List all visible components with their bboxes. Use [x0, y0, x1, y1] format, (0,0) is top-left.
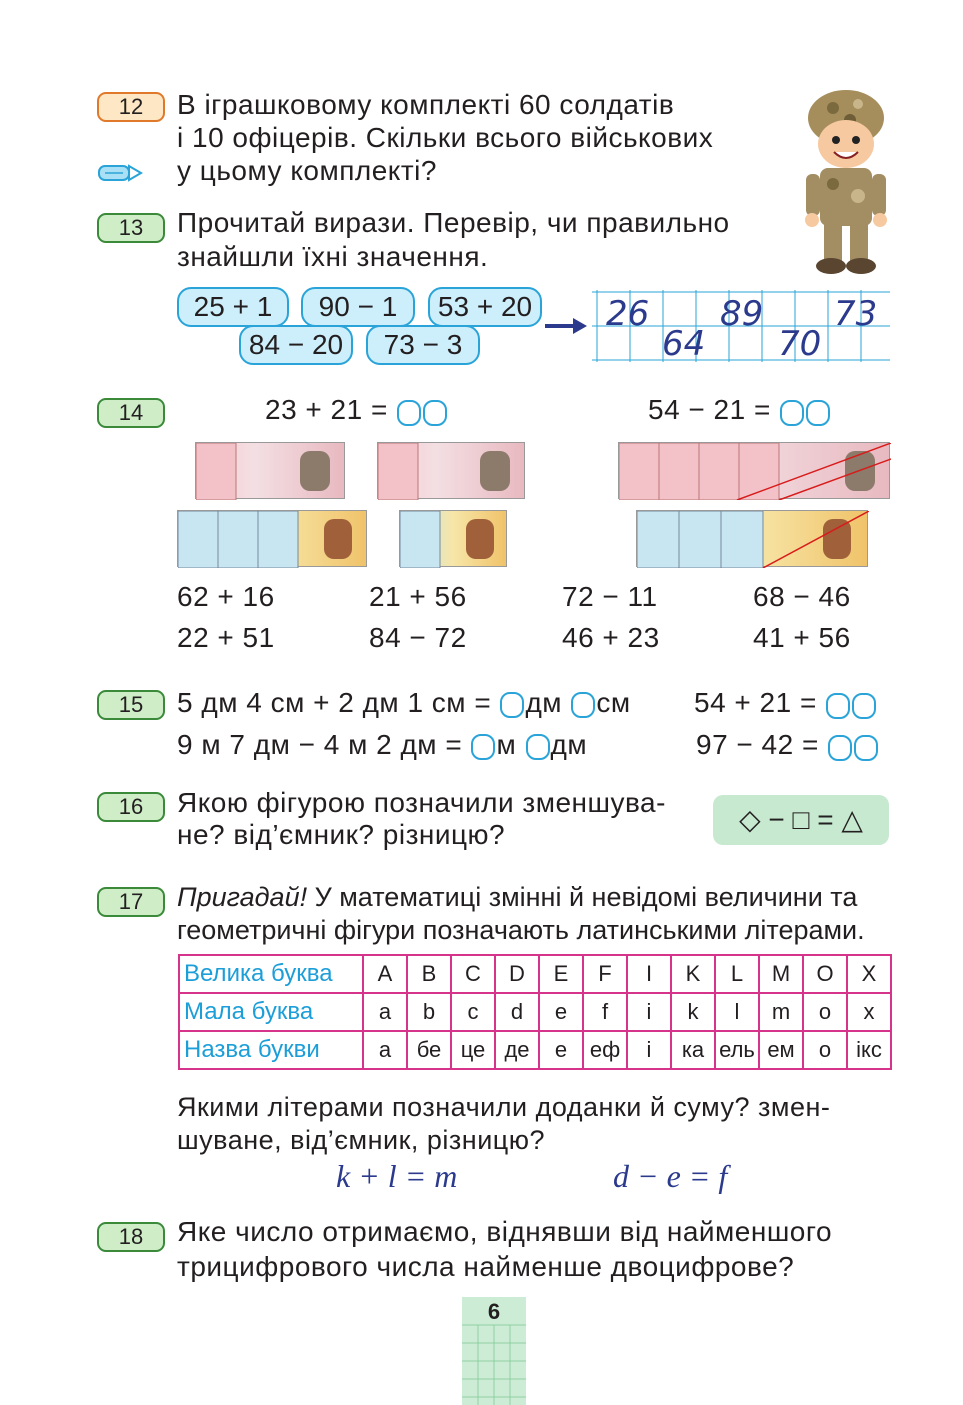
- equation-right: [648, 393, 831, 429]
- table-cell: f: [583, 993, 627, 1031]
- table-cell: де: [495, 1031, 539, 1069]
- banknote-10-hryvnia-group: [377, 442, 525, 499]
- table-row: [179, 955, 891, 993]
- table-cell: c: [451, 993, 495, 1031]
- task-18-line-1: Яке число отримаємо, віднявши від найменшого: [177, 1216, 833, 1247]
- answer-boxes[interactable]: [779, 395, 831, 429]
- expression-pill: 90 − 1: [301, 287, 415, 327]
- task-17-line-2: геометричні фігури позначають латинськими літерами.: [177, 915, 865, 945]
- expression: 72 − 11: [562, 581, 658, 612]
- table-cell: бе: [407, 1031, 451, 1069]
- expression: 21 + 56: [369, 581, 467, 612]
- table-cell: X: [847, 955, 891, 993]
- table-cell: ка: [671, 1031, 715, 1069]
- answer-box[interactable]: [571, 692, 595, 718]
- task-17-line-1: [177, 880, 857, 914]
- task-13-line-2: знайшли їхні значення.: [177, 241, 489, 272]
- equation-text: 97 − 42 =: [696, 729, 819, 760]
- table-cell: I: [627, 955, 671, 993]
- task-18-line-2: трицифрового числа найменше двоцифрове?: [177, 1251, 795, 1282]
- unit-label: дм: [525, 687, 563, 718]
- table-cell: d: [495, 993, 539, 1031]
- task-16-line-2: не? від’ємник? різницю?: [177, 819, 506, 850]
- table-cell: m: [759, 993, 803, 1031]
- table-cell: D: [495, 955, 539, 993]
- table-cell: L: [715, 955, 759, 993]
- banknote-1-hryvnia-group: [177, 510, 367, 567]
- task-12-line-2: і 10 офіцерів. Скільки всього військових: [177, 122, 714, 153]
- table-cell: B: [407, 955, 451, 993]
- table-cell: а: [363, 1031, 407, 1069]
- handwritten-answer: 70: [778, 324, 822, 364]
- task-number-18: 18: [97, 1222, 165, 1252]
- task-number-12: 12: [97, 92, 165, 122]
- banknote-10-hryvnia-group: [195, 442, 345, 499]
- task-15-eq-2: [696, 728, 879, 764]
- table-cell: це: [451, 1031, 495, 1069]
- measure-expression: 9 м 7 дм − 4 м 2 дм =: [177, 729, 463, 760]
- pencil-icon: [97, 162, 143, 184]
- table-cell: F: [583, 955, 627, 993]
- expression-pill: 73 − 3: [366, 325, 480, 365]
- row-label: Велика буква: [179, 955, 363, 993]
- equation-left-text: 23 + 21 =: [265, 394, 388, 425]
- table-cell: еф: [583, 1031, 627, 1069]
- unit-label: м: [496, 729, 517, 760]
- table-cell: ель: [715, 1031, 759, 1069]
- answer-boxes[interactable]: [825, 688, 877, 722]
- table-cell: o: [803, 993, 847, 1031]
- page-number: 6: [487, 1299, 501, 1324]
- unit-label: дм: [550, 729, 588, 760]
- formula-difference: d − e = f: [613, 1158, 728, 1194]
- task-number-15: 15: [97, 690, 165, 720]
- table-cell: о: [803, 1031, 847, 1069]
- task-17-question-2: шуване, від’ємник, різницю?: [177, 1125, 546, 1155]
- remember-label: Пригадай!: [177, 882, 308, 912]
- arrow-right-icon: [545, 315, 587, 337]
- task-15-row-2: [177, 728, 587, 762]
- soldier-illustration: [798, 86, 894, 276]
- task-16-line-1: Якою фігурою позначили зменшува-: [177, 787, 666, 818]
- table-cell: l: [715, 993, 759, 1031]
- row-label: Мала буква: [179, 993, 363, 1031]
- expression: 41 + 56: [753, 622, 851, 653]
- table-cell: x: [847, 993, 891, 1031]
- answer-boxes[interactable]: [396, 395, 448, 429]
- table-cell: M: [759, 955, 803, 993]
- unit-label: см: [596, 687, 631, 718]
- table-cell: ем: [759, 1031, 803, 1069]
- table-cell: A: [363, 955, 407, 993]
- handwritten-answer: 89: [720, 294, 764, 334]
- banknote-1-hryvnia-group-crossed: [636, 510, 868, 567]
- table-cell: O: [803, 955, 847, 993]
- expression: 46 + 23: [562, 622, 660, 653]
- table-cell: b: [407, 993, 451, 1031]
- banknote-10-hryvnia-group-crossed: [618, 442, 890, 499]
- expression: 68 − 46: [753, 581, 851, 612]
- task-12-line-3: у цьому комплекті?: [177, 155, 437, 186]
- handwritten-answer: 26: [606, 294, 650, 334]
- table-cell: K: [671, 955, 715, 993]
- answer-box[interactable]: [526, 734, 550, 760]
- table-cell: E: [539, 955, 583, 993]
- expression: 62 + 16: [177, 581, 275, 612]
- table-cell: ікс: [847, 1031, 891, 1069]
- task-17-text: У математиці змінні й невідомі величини та: [307, 882, 858, 912]
- table-cell: k: [671, 993, 715, 1031]
- latin-letters-table: [178, 954, 892, 1070]
- task-17-question-1: Якими літерами позначили доданки й суму? змен-: [177, 1092, 831, 1122]
- table-cell: i: [627, 993, 671, 1031]
- table-row: [179, 993, 891, 1031]
- page-number-tab: [462, 1297, 526, 1405]
- task-12-line-1: В іграшковому комплекті 60 солдатів: [177, 89, 675, 120]
- equation-text: 54 + 21 =: [694, 687, 817, 718]
- answer-boxes[interactable]: [827, 730, 879, 764]
- banknote-1-hryvnia-group: [399, 510, 507, 567]
- answer-box[interactable]: [500, 692, 524, 718]
- expression: 84 − 72: [369, 622, 467, 653]
- table-row: [179, 1031, 891, 1069]
- row-label: Назва букви: [179, 1031, 363, 1069]
- handwritten-answer: 73: [834, 294, 878, 334]
- measure-expression: 5 дм 4 см + 2 дм 1 см =: [177, 687, 492, 718]
- table-cell: е: [539, 1031, 583, 1069]
- handwritten-answer: 64: [662, 324, 706, 364]
- task-15-eq-1: [694, 686, 877, 722]
- task-number-17: 17: [97, 887, 165, 917]
- expression-pill: 84 − 20: [239, 325, 353, 365]
- equation-left: [265, 393, 448, 429]
- task-number-13: 13: [97, 213, 165, 243]
- expression-pill: 53 + 20: [428, 287, 542, 327]
- formula-sum: k + l = m: [336, 1158, 458, 1194]
- task-number-16: 16: [97, 792, 165, 822]
- table-cell: C: [451, 955, 495, 993]
- table-cell: e: [539, 993, 583, 1031]
- equation-right-text: 54 − 21 =: [648, 394, 771, 425]
- task-13-line-1: Прочитай вирази. Перевір, чи правильно: [177, 207, 730, 238]
- shapes-formula: ◇ − □ = △: [713, 795, 889, 845]
- task-number-14: 14: [97, 398, 165, 428]
- expression: 22 + 51: [177, 622, 275, 653]
- table-cell: і: [627, 1031, 671, 1069]
- expression-pill: 25 + 1: [177, 287, 289, 327]
- table-cell: a: [363, 993, 407, 1031]
- answer-box[interactable]: [471, 734, 495, 760]
- task-15-row-1: [177, 686, 631, 720]
